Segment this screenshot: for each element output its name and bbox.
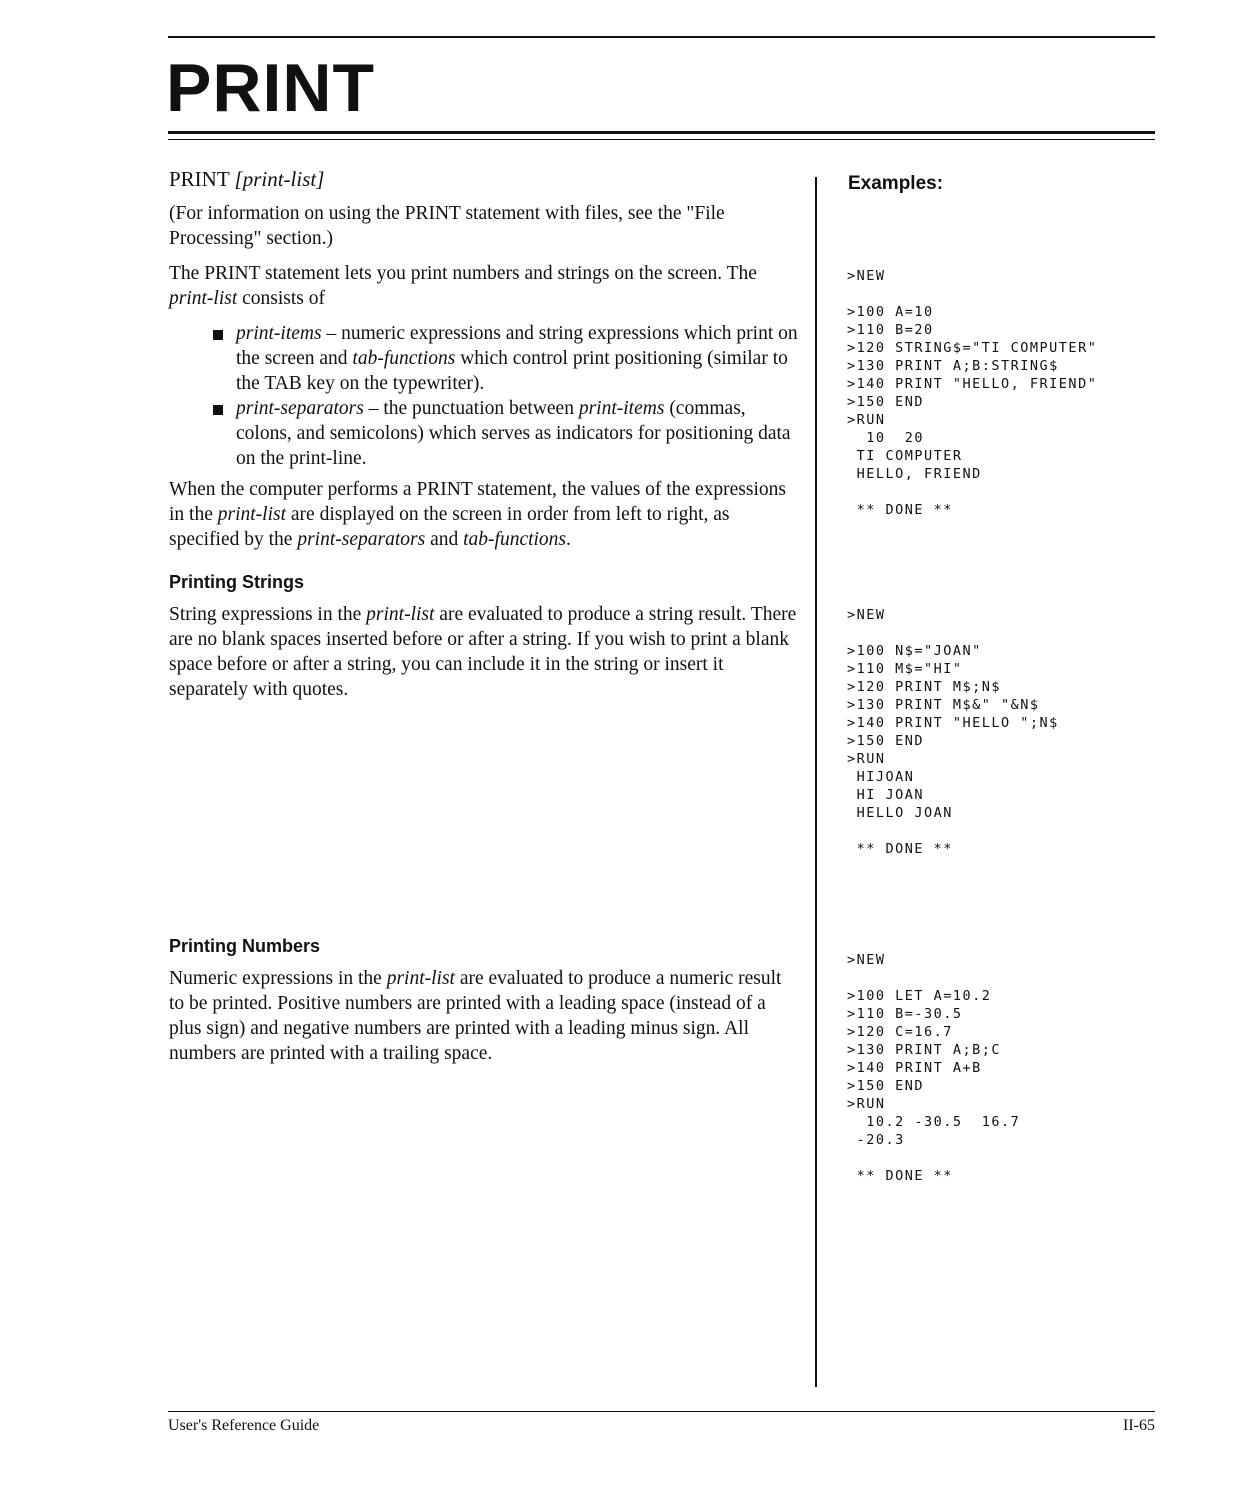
printing-strings-heading: Printing Strings	[169, 572, 304, 592]
footer-rule	[168, 1411, 1155, 1412]
intro-note: (For information on using the PRINT statement with files, see the "File Processing" section.)	[169, 203, 725, 249]
bullet-square-icon	[213, 330, 223, 340]
page-title: PRINT	[166, 50, 375, 126]
printing-numbers-paragraph: Numeric expressions in the print-list are evaluated to produce a numeric result to be printed. Positive numbers are printed with a leading space (instead of a plus sign) and negative numbers are printed with a leading minus sign. All numbers are printed with a trailing space.	[169, 968, 782, 1064]
printing-numbers-heading: Printing Numbers	[169, 936, 321, 956]
examples-heading: Examples:	[848, 173, 944, 194]
code-example-1: >NEW >100 A=10 >110 B=20 >120 STRING$="TI COMPUTER" >130 PRINT A;B:STRING$ >140 PRINT "HELLO, FRIEND" >150 END >RUN 10 20 TI COMPUTER HELLO, FRIEND ** DONE **	[847, 268, 1098, 518]
list-item: print-items – numeric expressions and string expressions which print on the screen and tab-functions which control print positioning (similar to the TAB key on the typewriter).	[236, 321, 801, 396]
code-example-2: >NEW >100 N$="JOAN" >110 M$="HI" >120 PRINT M$;N$ >130 PRINT M$&" "&N$ >140 PRINT "HELLO ";N$ >150 END >RUN HIJOAN HI JOAN HELLO JOAN ** DONE **	[847, 607, 1059, 857]
footer-title: User's Reference Guide	[168, 1417, 320, 1434]
print-list-paragraph: The PRINT statement lets you print numbers and strings on the screen. The print-list consists of	[169, 263, 757, 309]
title-double-rule-bottom	[168, 139, 1155, 140]
title-double-rule-top	[168, 131, 1155, 134]
list-item: print-separators – the punctuation between print-items (commas, colons, and semicolons) which serves as indicators for positioning data on the print-line.	[236, 396, 801, 471]
print-list-components	[169, 321, 801, 471]
printing-strings-paragraph: String expressions in the print-list are evaluated to produce a string result. There are no blank spaces inserted before or after a string. If you wish to print a blank space before or after a string, you can include it in the string or insert it separately with quotes.	[169, 604, 797, 700]
main-text-column	[169, 165, 801, 1076]
code-example-3: >NEW >100 LET A=10.2 >110 B=-30.5 >120 C=16.7 >130 PRINT A;B;C >140 PRINT A+B >150 END >RUN 10.2 -30.5 16.7 -20.3 ** DONE **	[847, 952, 1021, 1184]
top-rule	[168, 36, 1155, 38]
column-divider	[815, 177, 817, 1387]
syntax-line: PRINT [print-list]	[169, 167, 325, 191]
page-number: II-65	[1123, 1417, 1155, 1434]
bullet-square-icon	[213, 405, 223, 415]
perform-paragraph: When the computer performs a PRINT statement, the values of the expressions in the print-list are displayed on the screen in order from left to right, as specified by the print-separators and tab-functions.	[169, 479, 786, 550]
